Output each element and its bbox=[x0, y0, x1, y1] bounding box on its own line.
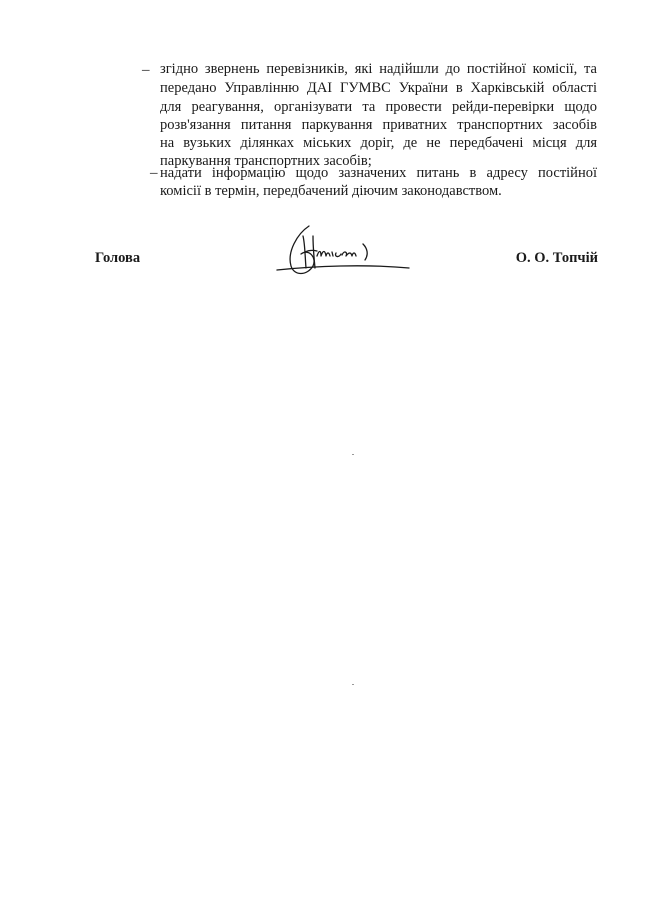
text-line: розв'язання питання паркування приватних транспортних засобів bbox=[160, 117, 597, 133]
text-line: паркування транспортних засобів; bbox=[160, 153, 372, 169]
text-line: надати інформацію щодо зазначених питань в адресу постійної bbox=[160, 165, 597, 181]
scan-speck bbox=[352, 454, 354, 455]
bullet-marker: – bbox=[150, 165, 158, 181]
text-line: для реагування, організувати та провести рейди-перевірки щодо bbox=[160, 99, 597, 115]
text-line: на вузьких ділянках міських доріг, де не передбачені місця для bbox=[160, 135, 597, 151]
bullet-marker: – bbox=[142, 62, 150, 78]
scan-speck bbox=[352, 684, 354, 685]
text-line: згідно звернень перевізників, які надійшли до постійної комісії, та bbox=[160, 61, 597, 77]
text-line: комісії в термін, передбачений діючим законодавством. bbox=[160, 183, 502, 199]
signatory-name: О. О. Топчій bbox=[515, 250, 598, 266]
handwritten-signature bbox=[275, 222, 415, 282]
position-label: Голова bbox=[95, 250, 141, 266]
text-line: передано Управлінню ДАІ ГУМВС України в Харківській області bbox=[160, 80, 597, 96]
signature-block bbox=[0, 250, 646, 290]
